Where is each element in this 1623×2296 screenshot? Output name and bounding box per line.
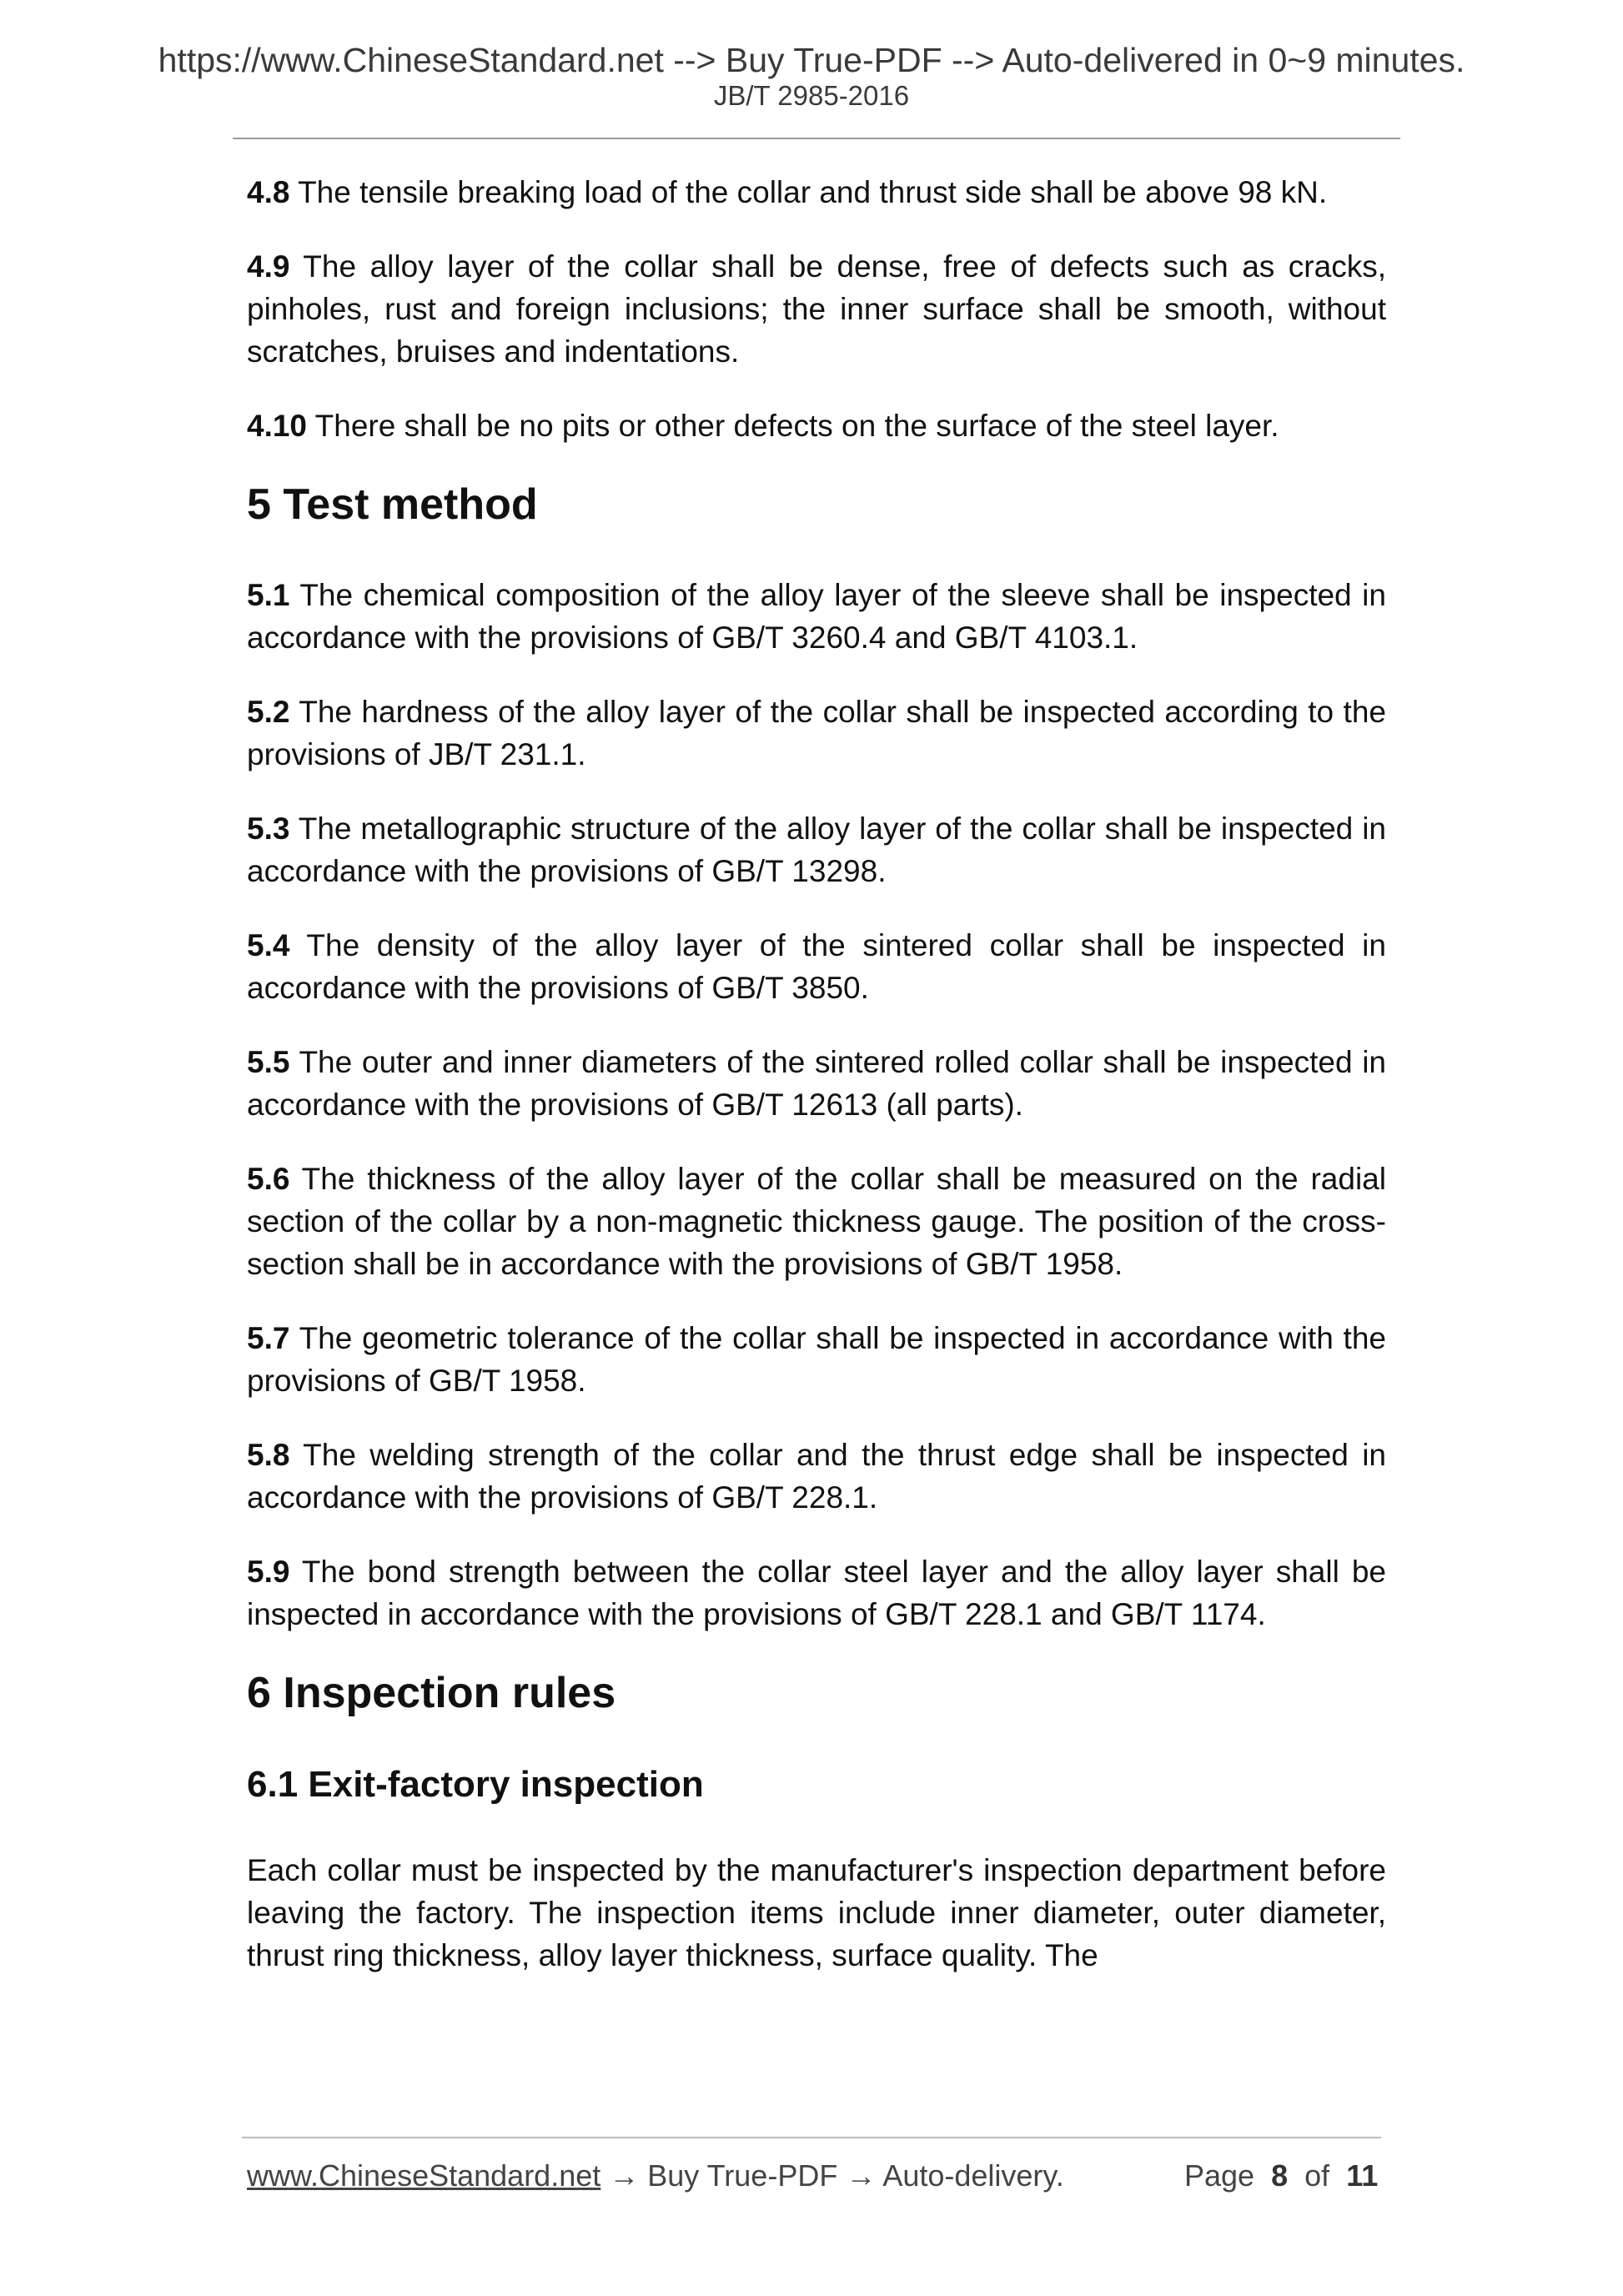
clause-number: 4.8 bbox=[247, 175, 290, 209]
clause-number: 5.2 bbox=[247, 695, 290, 730]
page-indicator bbox=[1184, 2158, 1379, 2193]
clause-text: The tensile breaking load of the collar and thrust side shall be above 98 kN. bbox=[298, 175, 1328, 209]
subsection-heading-exit-factory-inspection: 6.1 Exit-factory inspection bbox=[247, 1763, 704, 1805]
clause-text: The chemical composition of the alloy layer of the sleeve shall be inspected in accordance with the provisions of GB/T 3260.4 and GB/T 4103.1. bbox=[247, 578, 1386, 656]
clause-5-5 bbox=[247, 1041, 1386, 1126]
document-body bbox=[247, 171, 1386, 2008]
clause-5-6 bbox=[247, 1158, 1386, 1285]
clause-5-1 bbox=[247, 574, 1386, 659]
clause-4-10 bbox=[247, 404, 1386, 447]
clause-number: 5.9 bbox=[247, 1555, 290, 1590]
clause-text: The outer and inner diameters of the sintered rolled collar shall be inspected in accordance with the provisions of GB/T 12613 (all parts). bbox=[247, 1045, 1386, 1123]
section-heading-test-method: 5 Test method bbox=[247, 480, 538, 529]
footer-buy-text: → Buy True-PDF → Auto-delivery. bbox=[600, 2158, 1064, 2193]
clause-5-2 bbox=[247, 691, 1386, 776]
clause-text: The welding strength of the collar and the thrust edge shall be inspected in accordance with the provisions of GB/T 228.1. bbox=[247, 1438, 1386, 1515]
clause-number: 5.1 bbox=[247, 578, 290, 613]
clause-text: The geometric tolerance of the collar shall be inspected in accordance with the provisions of GB/T 1958. bbox=[247, 1321, 1386, 1399]
clause-4-8 bbox=[247, 171, 1386, 214]
footer-links bbox=[247, 2158, 1064, 2193]
footer-divider bbox=[242, 2137, 1381, 2138]
clause-number: 4.9 bbox=[247, 249, 290, 284]
page-total: 11 bbox=[1346, 2158, 1379, 2193]
clause-5-7 bbox=[247, 1317, 1386, 1402]
header-divider bbox=[233, 138, 1400, 139]
clause-text: The density of the alloy layer of the sintered collar shall be inspected in accordance with the provisions of GB/T 3850. bbox=[247, 928, 1386, 1006]
clause-number: 5.8 bbox=[247, 1438, 290, 1473]
footer-site-link[interactable]: www.ChineseStandard.net bbox=[247, 2158, 601, 2193]
top-banner[interactable]: https://www.ChineseStandard.net --> Buy True-PDF --> Auto-delivered in 0~9 minutes. bbox=[158, 41, 1465, 79]
clause-number: 5.4 bbox=[247, 928, 290, 963]
clause-5-4 bbox=[247, 924, 1386, 1009]
of-label: of bbox=[1304, 2158, 1330, 2193]
clause-5-8 bbox=[247, 1434, 1386, 1519]
clause-4-9 bbox=[247, 245, 1386, 373]
clause-text: The alloy layer of the collar shall be dense, free of defects such as cracks, pinholes, rust and foreign inclusions; the inner surface shall be smooth, without scratches, bruises and indentations. bbox=[247, 249, 1386, 369]
clause-text: The bond strength between the collar steel layer and the alloy layer shall be inspected in accordance with the provisions of GB/T 228.1 and GB/T 1174. bbox=[247, 1555, 1386, 1632]
clause-text: The hardness of the alloy layer of the collar shall be inspected according to the provisions of JB/T 231.1. bbox=[247, 695, 1386, 772]
page-number: 8 bbox=[1271, 2158, 1289, 2193]
clause-text: The metallographic structure of the alloy layer of the collar shall be inspected in accordance with the provisions of GB/T 13298. bbox=[247, 811, 1386, 889]
clause-text: There shall be no pits or other defects on the surface of the steel layer. bbox=[314, 409, 1279, 443]
clause-5-9 bbox=[247, 1550, 1386, 1635]
paragraph-text: Each collar must be inspected by the manufacturer's inspection department before leaving the factory. The inspection items include inner diameter, outer diameter, thrust ring thickness, alloy layer thickness, surface quality. The bbox=[247, 1852, 1386, 1972]
clause-number: 5.5 bbox=[247, 1045, 290, 1080]
clause-number: 4.10 bbox=[247, 409, 308, 443]
clause-number: 5.3 bbox=[247, 811, 290, 847]
clause-number: 5.7 bbox=[247, 1321, 290, 1356]
page-label: Page bbox=[1184, 2158, 1255, 2193]
paragraph-exit-factory bbox=[247, 1849, 1386, 1977]
clause-number: 5.6 bbox=[247, 1162, 290, 1197]
section-heading-inspection-rules: 6 Inspection rules bbox=[247, 1669, 616, 1718]
document-code: JB/T 2985-2016 bbox=[713, 80, 910, 111]
clause-text: The thickness of the alloy layer of the collar shall be measured on the radial section of the collar by a non-magnetic thickness gauge. The position of the cross-section shall be in accordance with the provisions of GB/T 1958. bbox=[247, 1162, 1386, 1282]
clause-5-3 bbox=[247, 807, 1386, 892]
